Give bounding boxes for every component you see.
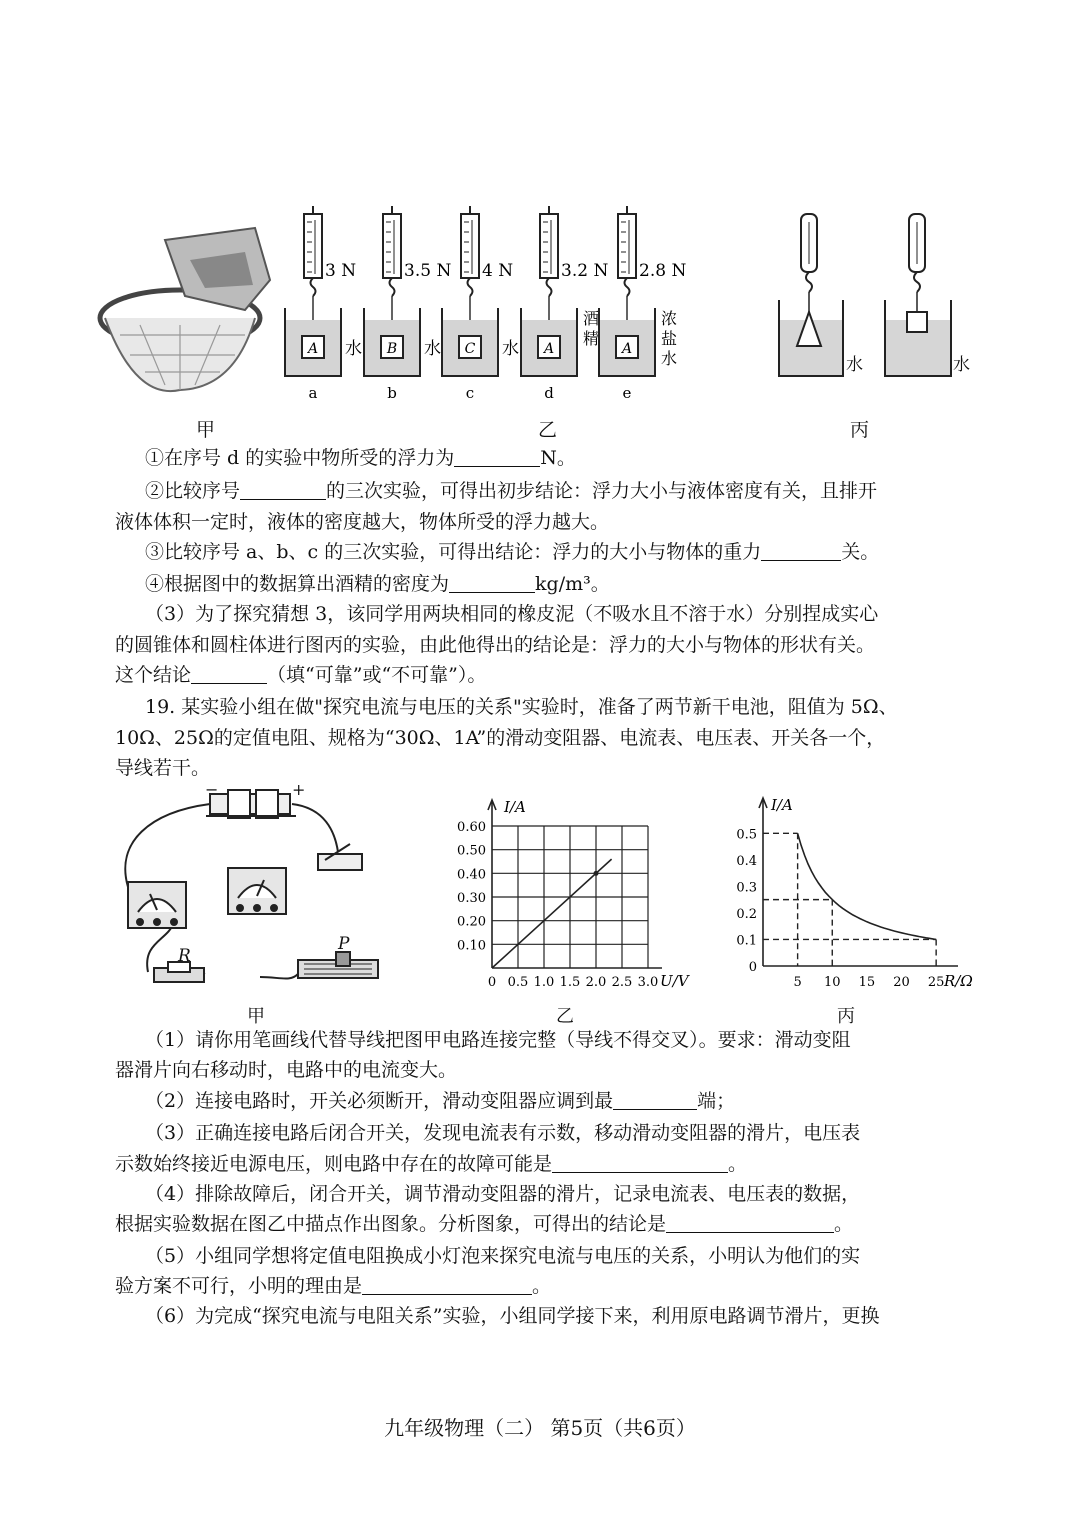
x-tick-label: 2.5 bbox=[611, 975, 633, 990]
x-axis-label: U/V bbox=[660, 972, 689, 990]
beaker-d bbox=[521, 206, 608, 402]
figure-18 bbox=[95, 200, 985, 440]
x-tick-label: 10 bbox=[823, 975, 841, 990]
liquid-label: 精 bbox=[583, 329, 600, 348]
blank-19-2[interactable] bbox=[613, 1089, 697, 1110]
y-axis-label: I/A bbox=[504, 798, 526, 816]
blank-s2[interactable] bbox=[240, 479, 326, 500]
x-tick-label: 0 bbox=[487, 975, 497, 990]
fig18-caption-yi: 乙 bbox=[538, 419, 558, 441]
x-tick-label: 1.0 bbox=[533, 975, 555, 990]
series-curve bbox=[798, 833, 937, 939]
beaker-a bbox=[285, 206, 362, 402]
cone-in-water bbox=[779, 214, 843, 376]
block-label: B bbox=[386, 341, 398, 357]
blank-19-3[interactable] bbox=[552, 1152, 728, 1173]
y-tick-label: 0.50 bbox=[457, 843, 486, 859]
blank-p3[interactable] bbox=[191, 663, 267, 684]
x-tick-label: 15 bbox=[858, 975, 876, 990]
series-line bbox=[492, 859, 612, 968]
q19-p5-l2: 验方案不可行，小明的理由是 。 bbox=[115, 1275, 552, 1297]
block-label: C bbox=[464, 341, 476, 357]
block-label: A bbox=[307, 341, 319, 357]
spring-scale bbox=[540, 214, 558, 278]
q19-intro-l3: 导线若干。 bbox=[115, 757, 211, 779]
x-tick-label: 5 bbox=[793, 975, 802, 990]
spring-scale bbox=[383, 214, 401, 278]
x-tick-label: 2.0 bbox=[585, 975, 607, 990]
resistor-label: R bbox=[178, 946, 191, 966]
chart-ir-inverse bbox=[725, 790, 980, 1000]
x-tick-label: 3.0 bbox=[637, 975, 659, 990]
x-tick-label: 1.5 bbox=[559, 975, 581, 990]
y-tick-label: 0.20 bbox=[457, 914, 486, 930]
battery-plus-label: + bbox=[292, 780, 306, 799]
x-axis-label: R/Ω bbox=[944, 972, 973, 990]
y-axis-label: I/A bbox=[771, 796, 793, 814]
sequence-label: d bbox=[544, 384, 554, 402]
beaker-e bbox=[599, 206, 686, 402]
bing-left-liquid: 水 bbox=[846, 355, 863, 375]
sequence-label: e bbox=[622, 384, 632, 402]
beaker-group bbox=[285, 206, 686, 402]
x-tick-label: 0.5 bbox=[507, 975, 529, 990]
spring-scale bbox=[461, 214, 479, 278]
spring-scale bbox=[618, 214, 636, 278]
fig18-caption-jia: 甲 bbox=[196, 419, 216, 441]
x-tick-label: 20 bbox=[893, 975, 910, 990]
bing-right-liquid: 水 bbox=[953, 355, 970, 375]
page-footer: 九年级物理（二） 第5页（共6页） bbox=[384, 1416, 696, 1440]
sequence-label: a bbox=[308, 384, 318, 402]
q19-p3-l2: 示数始终接近电源电压，则电路中存在的故障可能是 。 bbox=[115, 1153, 748, 1175]
y-tick-label: 0.2 bbox=[736, 906, 757, 922]
y-tick-label: 0.1 bbox=[736, 933, 757, 949]
beaker-b bbox=[364, 206, 451, 402]
y-tick-label: 0 bbox=[748, 960, 757, 975]
liquid-label: 水 bbox=[502, 339, 519, 359]
y-tick-label: 0.60 bbox=[457, 820, 486, 835]
q19-p4-l2: 根据实验数据在图乙中描点作出图象。分析图象，可得出的结论是 。 bbox=[115, 1213, 854, 1235]
q19-p1-l1: （1）请你用笔画线代替导线把图甲电路连接完整（导线不得交叉）。要求：滑动变阻 bbox=[145, 1029, 851, 1051]
q19-p5-l1: （5）小组同学想将定值电阻换成小灯泡来探究电流与电压的关系，小明认为他们的实 bbox=[145, 1245, 861, 1267]
q18-s4: ④根据图中的数据算出酒精的密度为 kg/m³。 bbox=[145, 573, 610, 595]
y-tick-label: 0.3 bbox=[736, 880, 757, 896]
q19-p1-l2: 器滑片向右移动时，电路中的电流变大。 bbox=[115, 1059, 458, 1081]
q19-intro-l1: 19. 某实验小组在做"探究电流与电压的关系"实验时，准备了两节新干电池，阻值为 5Ω、 bbox=[145, 696, 898, 718]
slider-label: P bbox=[338, 934, 350, 954]
q18-s3: ③比较序号 a、b、c 的三次实验，可得出结论：浮力的大小与物体的重力 关。 bbox=[145, 541, 880, 563]
q18-s2: ②比较序号 的三次实验，可得出初步结论：浮力大小与液体密度有关，且排开 bbox=[145, 480, 878, 502]
cylinder-in-water bbox=[885, 214, 951, 376]
scale-reading: 3.5 N bbox=[404, 261, 452, 281]
scale-reading: 3 N bbox=[325, 261, 357, 281]
strainer-illustration bbox=[100, 228, 270, 391]
scale-reading: 4 N bbox=[482, 261, 514, 281]
data-point bbox=[594, 871, 599, 876]
sequence-label: c bbox=[465, 384, 475, 402]
sequence-label: b bbox=[387, 384, 397, 402]
fig19-caption-yi: 乙 bbox=[556, 1006, 574, 1027]
liquid-label: 水 bbox=[345, 339, 362, 359]
block-label: A bbox=[543, 341, 555, 357]
blank-s4[interactable] bbox=[449, 572, 535, 593]
q19-p4-l1: （4）排除故障后，闭合开关，调节滑动变阻器的滑片，记录电流表、电压表的数据， bbox=[145, 1183, 861, 1205]
liquid-label: 水 bbox=[661, 349, 678, 368]
q19-intro-l2: 10Ω、25Ω的定值电阻、规格为“30Ω、1A”的滑动变阻器、电流表、电压表、开关各一个， bbox=[115, 727, 886, 749]
x-tick-label: 25 bbox=[927, 975, 945, 990]
liquid-label: 水 bbox=[424, 339, 441, 359]
fig19-caption-bing: 丙 bbox=[837, 1006, 855, 1027]
fig18-caption-bing: 丙 bbox=[850, 419, 870, 441]
q18-s2-line2: 液体体积一定时，液体的密度越大，物体所受的浮力越大。 bbox=[115, 511, 610, 533]
beaker-c bbox=[442, 206, 519, 402]
blank-s3[interactable] bbox=[761, 540, 841, 561]
scale-reading: 3.2 N bbox=[561, 261, 609, 281]
q18-p3-l1: （3）为了探究猜想 3，该同学用两块相同的橡皮泥（不吸水且不溶于水）分别捏成实心 bbox=[145, 603, 879, 625]
blank-19-5[interactable] bbox=[362, 1274, 532, 1295]
y-tick-label: 0.5 bbox=[736, 827, 757, 843]
chart-iu-linear bbox=[440, 790, 710, 1000]
q18-s1: ①在序号 d 的实验中物所受的浮力为 N。 bbox=[145, 447, 576, 469]
q19-p6-l1: （6）为完成“探究电流与电阻关系”实验，小组同学接下来，利用原电路调节滑片，更换 bbox=[145, 1305, 880, 1327]
circuit-diagram bbox=[110, 782, 380, 992]
q18-p3-l2: 的圆锥体和圆柱体进行图丙的实验，由此他得出的结论是：浮力的大小与物体的形状有关。 bbox=[115, 634, 876, 656]
q19-p2: （2）连接电路时，开关必须断开，滑动变阻器应调到最 端； bbox=[145, 1090, 736, 1112]
scale-reading: 2.8 N bbox=[639, 261, 687, 281]
liquid-label: 盐 bbox=[661, 329, 678, 348]
liquid-label: 酒 bbox=[583, 309, 600, 328]
blank-s1[interactable] bbox=[454, 446, 540, 467]
blank-19-4[interactable] bbox=[666, 1212, 834, 1233]
y-tick-label: 0.30 bbox=[457, 891, 486, 906]
y-tick-label: 0.10 bbox=[457, 938, 486, 954]
y-tick-label: 0.40 bbox=[457, 867, 486, 883]
y-tick-label: 0.4 bbox=[736, 853, 757, 869]
fig19-caption-jia: 甲 bbox=[247, 1006, 265, 1027]
block-label: A bbox=[621, 341, 633, 357]
q18-p3-l3: 这个结论 （填“可靠”或“不可靠”）。 bbox=[115, 664, 487, 686]
q19-p3-l1: （3）正确连接电路后闭合开关，发现电流表有示数，移动滑动变阻器的滑片，电压表 bbox=[145, 1122, 861, 1144]
spring-scale bbox=[304, 214, 322, 278]
battery-minus-label: − bbox=[205, 780, 219, 799]
liquid-label: 浓 bbox=[661, 309, 678, 328]
